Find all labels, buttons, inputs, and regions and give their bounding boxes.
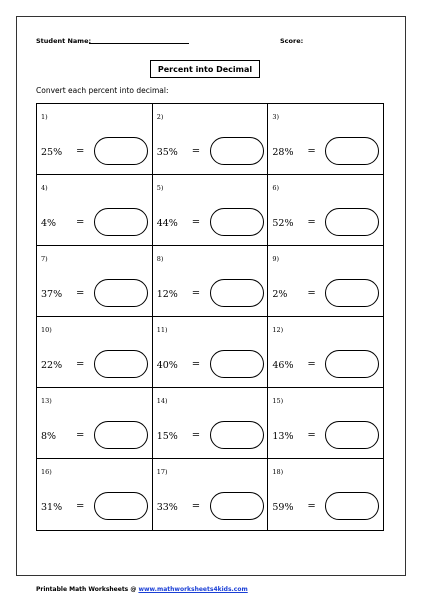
problem-percent: 13% bbox=[272, 431, 294, 443]
problem-cell bbox=[37, 175, 153, 246]
problem-percent: 15% bbox=[156, 431, 178, 443]
answer-box[interactable] bbox=[325, 279, 379, 307]
problem-number: 1) bbox=[41, 113, 48, 121]
instruction-text: Convert each percent into decimal: bbox=[36, 86, 169, 95]
equals-sign: = bbox=[191, 430, 201, 442]
problem-percent: 33% bbox=[156, 502, 178, 514]
answer-box[interactable] bbox=[94, 421, 148, 449]
problem-cell bbox=[37, 246, 153, 317]
answer-box[interactable] bbox=[94, 208, 148, 236]
problem-cell bbox=[268, 246, 384, 317]
problem-number: 14) bbox=[156, 397, 168, 406]
problem-cell bbox=[268, 388, 384, 459]
answer-box[interactable] bbox=[210, 137, 264, 165]
problem-cell bbox=[37, 388, 153, 459]
problem-number: 15) bbox=[272, 397, 284, 406]
problem-cell bbox=[268, 459, 384, 530]
problem-row bbox=[37, 388, 384, 459]
problem-cell bbox=[152, 246, 268, 317]
equals-sign: = bbox=[191, 359, 201, 371]
problem-number: 3) bbox=[272, 113, 280, 121]
answer-box[interactable] bbox=[94, 137, 148, 165]
problem-percent: 52% bbox=[272, 218, 294, 230]
equals-sign: = bbox=[76, 288, 85, 300]
problem-row bbox=[37, 317, 384, 388]
answer-box[interactable] bbox=[325, 421, 379, 449]
footer-link[interactable]: www.mathworksheets4kids.com bbox=[138, 586, 248, 593]
equals-sign: = bbox=[191, 217, 201, 229]
problem-cell bbox=[152, 104, 268, 175]
answer-box[interactable] bbox=[325, 350, 379, 378]
equals-sign: = bbox=[307, 217, 316, 229]
problem-row bbox=[37, 175, 384, 246]
problem-percent: 22% bbox=[41, 360, 63, 372]
problem-row bbox=[37, 104, 384, 175]
worksheet-title-box bbox=[150, 60, 260, 78]
problem-number: 12) bbox=[272, 326, 284, 335]
problem-percent: 37% bbox=[41, 289, 63, 301]
equals-sign: = bbox=[191, 288, 201, 300]
problem-cell bbox=[152, 317, 268, 388]
problem-percent: 8% bbox=[41, 431, 57, 443]
problem-number: 8) bbox=[156, 255, 164, 264]
equals-sign: = bbox=[76, 217, 85, 229]
problem-cell bbox=[152, 388, 268, 459]
problem-number: 5) bbox=[156, 184, 164, 193]
answer-box[interactable] bbox=[94, 492, 148, 520]
problem-percent: 31% bbox=[41, 502, 63, 514]
answer-box[interactable] bbox=[210, 208, 264, 236]
problem-number: 13) bbox=[41, 397, 52, 406]
problem-number: 2) bbox=[156, 113, 164, 121]
answer-box[interactable] bbox=[210, 492, 264, 520]
equals-sign: = bbox=[307, 501, 316, 513]
equals-sign: = bbox=[76, 359, 85, 371]
equals-sign: = bbox=[307, 288, 316, 300]
equals-sign: = bbox=[76, 501, 85, 513]
equals-sign: = bbox=[307, 146, 316, 157]
problem-row bbox=[37, 246, 384, 317]
problem-row bbox=[37, 459, 384, 530]
problem-number: 4) bbox=[41, 184, 48, 193]
problem-number: 16) bbox=[41, 468, 52, 477]
problem-cell bbox=[37, 317, 153, 388]
worksheet-title: Percent into Decimal bbox=[157, 64, 253, 74]
problem-number: 10) bbox=[41, 326, 52, 335]
score-label: Score: bbox=[280, 37, 304, 45]
answer-box[interactable] bbox=[210, 350, 264, 378]
problem-percent: 12% bbox=[156, 289, 178, 301]
equals-sign: = bbox=[307, 359, 316, 371]
answer-box[interactable] bbox=[94, 350, 148, 378]
problem-percent: 35% bbox=[156, 147, 178, 158]
student-name-label: Student Name: bbox=[36, 37, 92, 45]
problem-cell bbox=[152, 175, 268, 246]
problem-percent: 25% bbox=[41, 147, 63, 158]
equals-sign: = bbox=[76, 146, 85, 157]
problem-cell bbox=[37, 459, 153, 530]
problem-number: 18) bbox=[272, 468, 284, 477]
problem-percent: 40% bbox=[156, 360, 178, 372]
answer-box[interactable] bbox=[210, 279, 264, 307]
answer-box[interactable] bbox=[325, 208, 379, 236]
answer-box[interactable] bbox=[325, 137, 379, 165]
student-name-line[interactable] bbox=[89, 43, 189, 44]
problem-percent: 44% bbox=[156, 218, 178, 230]
problem-percent: 28% bbox=[272, 147, 294, 158]
problem-number: 11) bbox=[156, 326, 168, 335]
problem-number: 7) bbox=[41, 255, 48, 264]
problem-cell bbox=[268, 104, 384, 175]
problem-percent: 46% bbox=[272, 360, 294, 372]
problem-number: 9) bbox=[272, 255, 280, 264]
equals-sign: = bbox=[191, 146, 201, 157]
problem-cell bbox=[268, 175, 384, 246]
answer-box[interactable] bbox=[94, 279, 148, 307]
problem-number: 17) bbox=[156, 468, 168, 477]
problem-cell bbox=[152, 459, 268, 530]
problem-percent: 2% bbox=[272, 289, 288, 301]
equals-sign: = bbox=[191, 501, 201, 513]
problem-cell bbox=[37, 104, 153, 175]
problem-percent: 59% bbox=[272, 502, 294, 514]
equals-sign: = bbox=[76, 430, 85, 442]
problem-number: 6) bbox=[272, 184, 280, 193]
equals-sign: = bbox=[307, 430, 316, 442]
footer-text: Printable Math Worksheets @ bbox=[36, 586, 139, 593]
answer-box[interactable] bbox=[325, 492, 379, 520]
problem-grid bbox=[36, 103, 384, 531]
problem-cell bbox=[268, 317, 384, 388]
answer-box[interactable] bbox=[210, 421, 264, 449]
problem-percent: 4% bbox=[41, 218, 57, 230]
footer bbox=[36, 586, 248, 593]
